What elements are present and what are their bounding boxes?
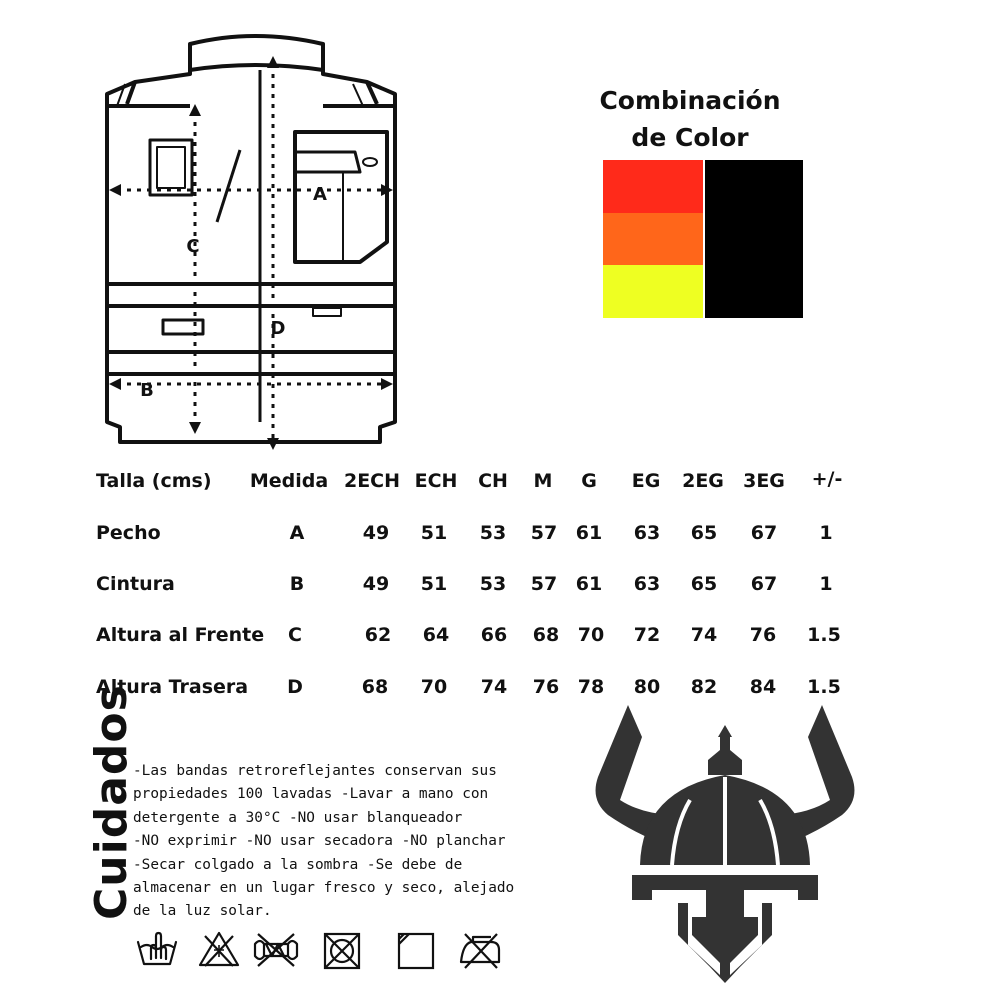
care-title: Cuidados: [86, 684, 137, 920]
header-g: G: [581, 470, 597, 492]
row-label: Cintura: [96, 573, 175, 595]
care-line: propiedades 100 lavadas -Lavar a mano con: [133, 786, 489, 803]
row-tolerance: 1: [819, 573, 833, 595]
row-tolerance: 1.5: [807, 624, 841, 646]
row-value: 49: [362, 522, 390, 544]
care-instructions: [133, 760, 563, 924]
color-swatches: [603, 160, 803, 318]
row-value: 57: [530, 522, 558, 544]
row-value: 53: [479, 522, 507, 544]
swatch-yellow: [603, 265, 703, 318]
header-2ech: 2ECH: [343, 470, 401, 492]
hand-wash-icon: [135, 930, 179, 970]
row-value: 63: [633, 573, 661, 595]
marker-b: B: [140, 380, 154, 401]
row-value: 82: [690, 676, 718, 698]
row-value: 74: [480, 676, 508, 698]
row-value: 72: [633, 624, 661, 646]
row-value: 51: [420, 522, 448, 544]
row-value: 62: [364, 624, 392, 646]
row-value: 74: [690, 624, 718, 646]
swatch-orange: [603, 213, 703, 265]
swatch-red: [603, 160, 703, 213]
color-combination-title-line1: Combinación: [599, 86, 781, 115]
header-ech: ECH: [414, 470, 458, 492]
row-measure: D: [287, 676, 303, 698]
row-value: 61: [575, 573, 603, 595]
header-m: M: [533, 470, 553, 492]
header-talla: Talla (cms): [96, 470, 212, 492]
header-eg: EG: [631, 470, 661, 492]
row-value: 68: [532, 624, 560, 646]
row-value: 51: [420, 573, 448, 595]
swatch-black: [705, 160, 803, 318]
vest-diagram: [95, 22, 425, 462]
row-tolerance: 1: [819, 522, 833, 544]
row-value: 63: [633, 522, 661, 544]
row-value: 67: [750, 522, 778, 544]
row-value: 65: [690, 522, 718, 544]
row-value: 76: [532, 676, 560, 698]
row-value: 66: [480, 624, 508, 646]
marker-d: D: [270, 318, 286, 339]
row-value: 68: [361, 676, 389, 698]
viking-helmet-icon: [580, 705, 870, 985]
row-tolerance: 1.5: [807, 676, 841, 698]
row-measure: B: [289, 573, 305, 595]
row-value: 78: [577, 676, 605, 698]
row-label: Altura al Frente: [96, 624, 265, 646]
no-bleach-icon: [197, 930, 241, 970]
header-3eg: 3EG: [743, 470, 785, 492]
row-value: 76: [749, 624, 777, 646]
care-line: -Las bandas retroreflejantes conservan sus: [133, 763, 497, 779]
header-2eg: 2EG: [682, 470, 724, 492]
row-value: 84: [749, 676, 777, 698]
row-measure: A: [289, 522, 305, 544]
row-label: Altura Trasera: [96, 676, 249, 698]
row-value: 53: [479, 573, 507, 595]
no-iron-icon: [457, 930, 503, 970]
row-value: 49: [362, 573, 390, 595]
row-label: Pecho: [96, 522, 161, 544]
row-measure: C: [288, 624, 302, 646]
care-line: almacenar en un lugar fresco y seco, alejado: [133, 880, 515, 897]
row-value: 65: [690, 573, 718, 595]
header-ch: CH: [478, 470, 508, 492]
row-value: 80: [633, 676, 661, 698]
care-line: detergente a 30°C -NO usar blanqueador: [133, 809, 463, 826]
care-line: de la luz solar.: [133, 903, 272, 920]
row-value: 57: [530, 573, 558, 595]
row-value: 70: [577, 624, 605, 646]
color-combination-title: [590, 82, 790, 156]
color-combination-title-line2: de Color: [631, 123, 749, 152]
header-medida: Medida: [249, 470, 329, 492]
marker-c: C: [186, 236, 200, 257]
marker-a: A: [313, 184, 327, 205]
row-value: 64: [422, 624, 450, 646]
no-wring-icon: [252, 930, 300, 970]
dry-in-shade-icon: [395, 930, 437, 970]
header-tolerance: +/-: [811, 468, 843, 490]
no-tumble-dry-icon: [321, 930, 363, 970]
care-line: -Secar colgado a la sombra -Se debe de: [133, 856, 463, 873]
row-value: 70: [420, 676, 448, 698]
row-value: 67: [750, 573, 778, 595]
care-line: -NO exprimir -NO usar secadora -NO planchar: [133, 833, 506, 850]
row-value: 61: [575, 522, 603, 544]
